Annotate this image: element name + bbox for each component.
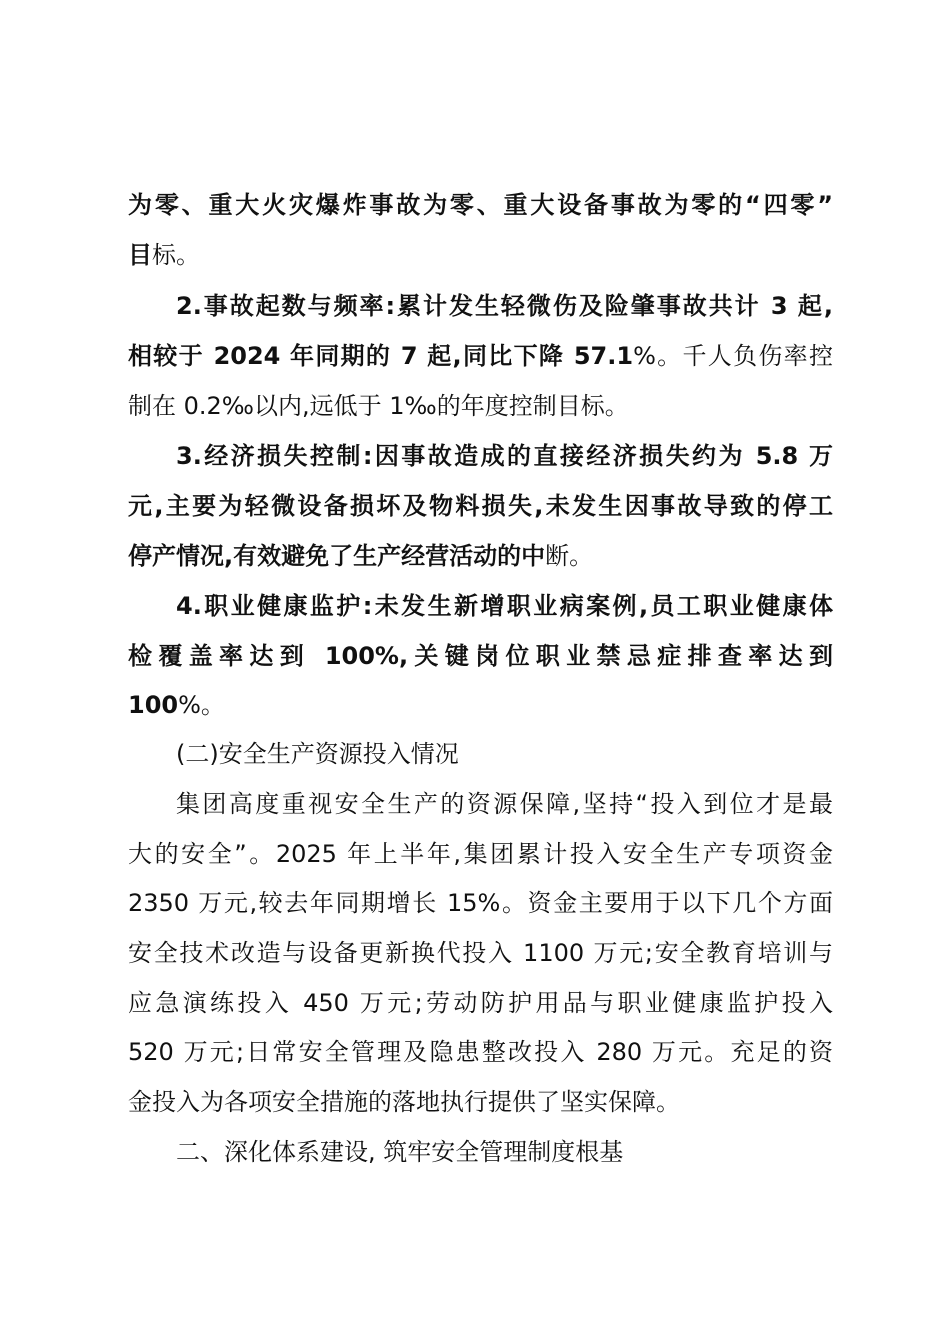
item3-line-3 bbox=[128, 541, 833, 571]
item4-line-1: 4.职业健康监护:未发生新增职业病案例,员工职业健康体 bbox=[176, 592, 833, 620]
invest-line-2: 大的安全”。2025 年上半年,集团累计投入安全生产专项资金 bbox=[128, 840, 833, 868]
item4-line-3 bbox=[128, 690, 833, 720]
subsection-heading: (二)安全生产资源投入情况 bbox=[176, 740, 459, 768]
section-heading: 二、深化体系建设, 筑牢安全管理制度根基 bbox=[176, 1138, 624, 1166]
item4-line-2: 检覆盖率达到 100%,关键岗位职业禁忌症排查率达到 bbox=[128, 642, 833, 670]
item2-line-2-rest: %。千人负伤率控 bbox=[633, 342, 833, 370]
invest-line-4: 安全技术改造与设备更新换代投入 1100 万元;安全教育培训与 bbox=[128, 939, 833, 967]
item2-line-1: 2.事故起数与频率:累计发生轻微伤及险肇事故共计 3 起, bbox=[176, 292, 833, 320]
intro-line-2 bbox=[128, 240, 833, 270]
item3-line-3-bold: 停产情况,有效避免了生产经营活动的中 bbox=[128, 542, 546, 570]
intro-line-1: 为零、重大火灾爆炸事故为零、重大设备事故为零的“四零” bbox=[128, 191, 833, 219]
item3-line-1: 3.经济损失控制:因事故造成的直接经济损失约为 5.8 万 bbox=[176, 442, 833, 470]
item2-line-2-bold: 相较于 2024 年同期的 7 起,同比下降 57.1 bbox=[128, 342, 634, 370]
intro-line-2-rest: 标。 bbox=[152, 241, 200, 269]
item3-line-2: 元,主要为轻微设备损坏及物料损失,未发生因事故导致的停工 bbox=[128, 492, 833, 520]
invest-line-7: 金投入为各项安全措施的落地执行提供了坚实保障。 bbox=[128, 1088, 680, 1116]
item3-line-3-rest: 断。 bbox=[545, 542, 594, 570]
item2-line-2 bbox=[128, 341, 833, 371]
invest-line-1: 集团高度重视安全生产的资源保障,坚持“投入到位才是最 bbox=[176, 790, 833, 818]
invest-line-3: 2350 万元,较去年同期增长 15%。资金主要用于以下几个方面 bbox=[128, 889, 833, 917]
invest-line-5: 应急演练投入 450 万元;劳动防护用品与职业健康监护投入 bbox=[128, 989, 833, 1017]
item4-line-3-rest: %。 bbox=[178, 691, 225, 719]
item2-line-3: 制在 0.2‰以内,远低于 1‰的年度控制目标。 bbox=[128, 392, 629, 420]
item4-line-3-bold: 100 bbox=[128, 691, 179, 719]
invest-line-6: 520 万元;日常安全管理及隐患整改投入 280 万元。充足的资 bbox=[128, 1038, 833, 1066]
intro-line-2-bold: 目 bbox=[128, 241, 152, 269]
